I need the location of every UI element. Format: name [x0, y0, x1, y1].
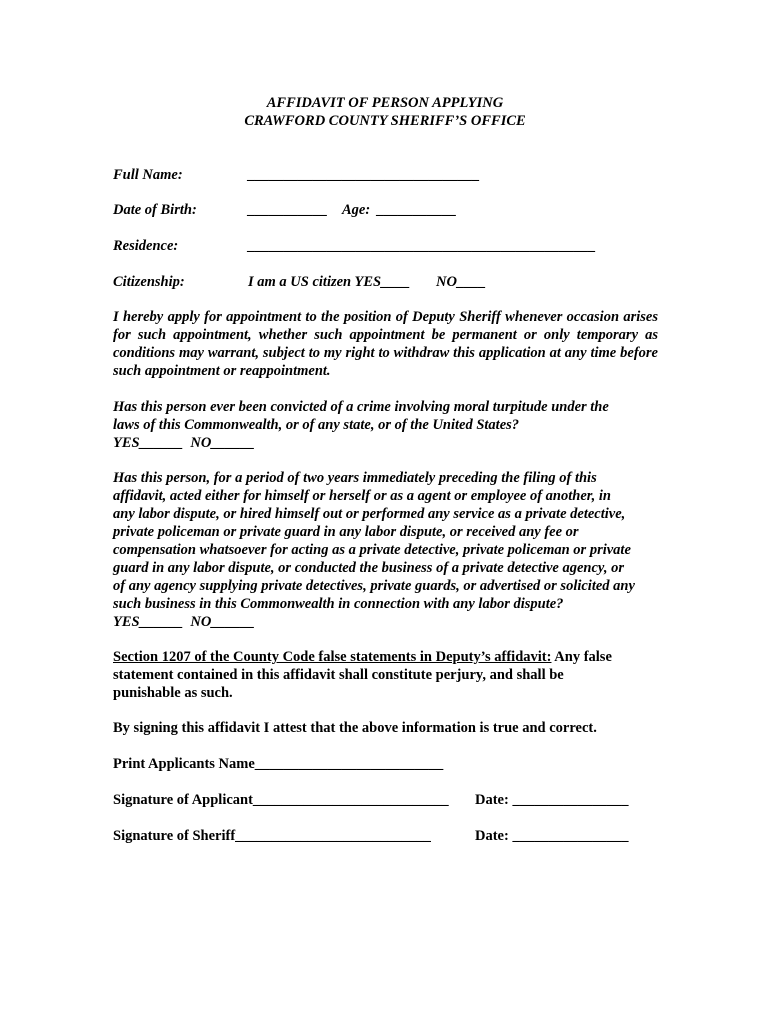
question-2-line-2: affidavit, acted either for himself or herself or as a agent or employee of another, in	[113, 488, 611, 504]
residence-field[interactable]: ________________________________________________	[248, 238, 596, 254]
residence-label: Residence:	[113, 238, 179, 254]
title-line-1: AFFIDAVIT OF PERSON APPLYING	[266, 95, 504, 111]
question-2-line-1: Has this person, for a period of two years immediately preceding the filing of this	[113, 470, 597, 486]
application-paragraph: I hereby apply for appointment to the position of Deputy Sheriff whenever occasion arises for such appointment, whether such appointment be permanent or only temporary as conditions may warrant, subject to my right to withdraw this application at any time before such appointment or reappointment.	[113, 309, 658, 379]
question-1-line-2: laws of this Commonwealth, or of any state, or of the United States?	[113, 417, 520, 433]
age-field[interactable]: ___________	[377, 202, 457, 218]
sheriff-signature-field[interactable]: Signature of Sheriff___________________________	[113, 828, 431, 844]
question-2-line-4: private policeman or private guard in any labor dispute, or received any fee or	[113, 524, 579, 540]
question-2-line-8: such business in this Commonwealth in connection with any labor dispute?	[113, 596, 564, 612]
age-label: Age:	[342, 202, 371, 218]
question-2-line-5: compensation whatsoever for acting as a private detective, private policeman or private	[113, 542, 631, 558]
dob-field[interactable]: ___________	[248, 202, 328, 218]
question-1-answer[interactable]: YES______ NO______	[113, 435, 255, 451]
full-name-field[interactable]: ________________________________	[248, 167, 480, 183]
question-1-line-1: Has this person ever been convicted of a crime involving moral turpitude under the	[113, 399, 609, 415]
attest-statement: By signing this affidavit I attest that the above information is true and correct.	[113, 720, 597, 736]
applicant-signature-field[interactable]: Signature of Applicant___________________________	[113, 792, 449, 808]
question-2-line-6: guard in any labor dispute, or conducted the business of a private detective agency, or	[113, 560, 624, 576]
dob-label: Date of Birth:	[113, 202, 197, 218]
section-1207-text-1: Any false	[551, 649, 612, 665]
question-2-line-3: any labor dispute, or hired himself out or performed any service as a private detective,	[113, 506, 626, 522]
section-1207-line-2: statement contained in this affidavit shall constitute perjury, and shall be	[113, 667, 564, 683]
title-line-2: CRAWFORD COUNTY SHERIFF’S OFFICE	[244, 113, 526, 129]
citizen-yes-field[interactable]: I am a US citizen YES____	[248, 274, 411, 290]
section-1207-heading: Section 1207 of the County Code false statements in Deputy’s affidavit:	[113, 649, 552, 665]
citizenship-label: Citizenship:	[113, 274, 185, 290]
question-2-line-7: of any agency supplying private detectives, private guards, or advertised or solicited any	[113, 578, 635, 594]
sheriff-date-field[interactable]: Date: ________________	[475, 828, 629, 844]
full-name-label: Full Name:	[113, 167, 183, 183]
section-1207-line-3: punishable as such.	[113, 685, 233, 701]
section-1207-line-1	[113, 648, 612, 666]
applicant-date-field[interactable]: Date: ________________	[475, 792, 629, 808]
question-2-answer[interactable]: YES______ NO______	[113, 614, 255, 630]
citizen-no-field[interactable]: NO____	[436, 274, 486, 290]
print-name-field[interactable]: Print Applicants Name__________________________	[113, 756, 444, 772]
